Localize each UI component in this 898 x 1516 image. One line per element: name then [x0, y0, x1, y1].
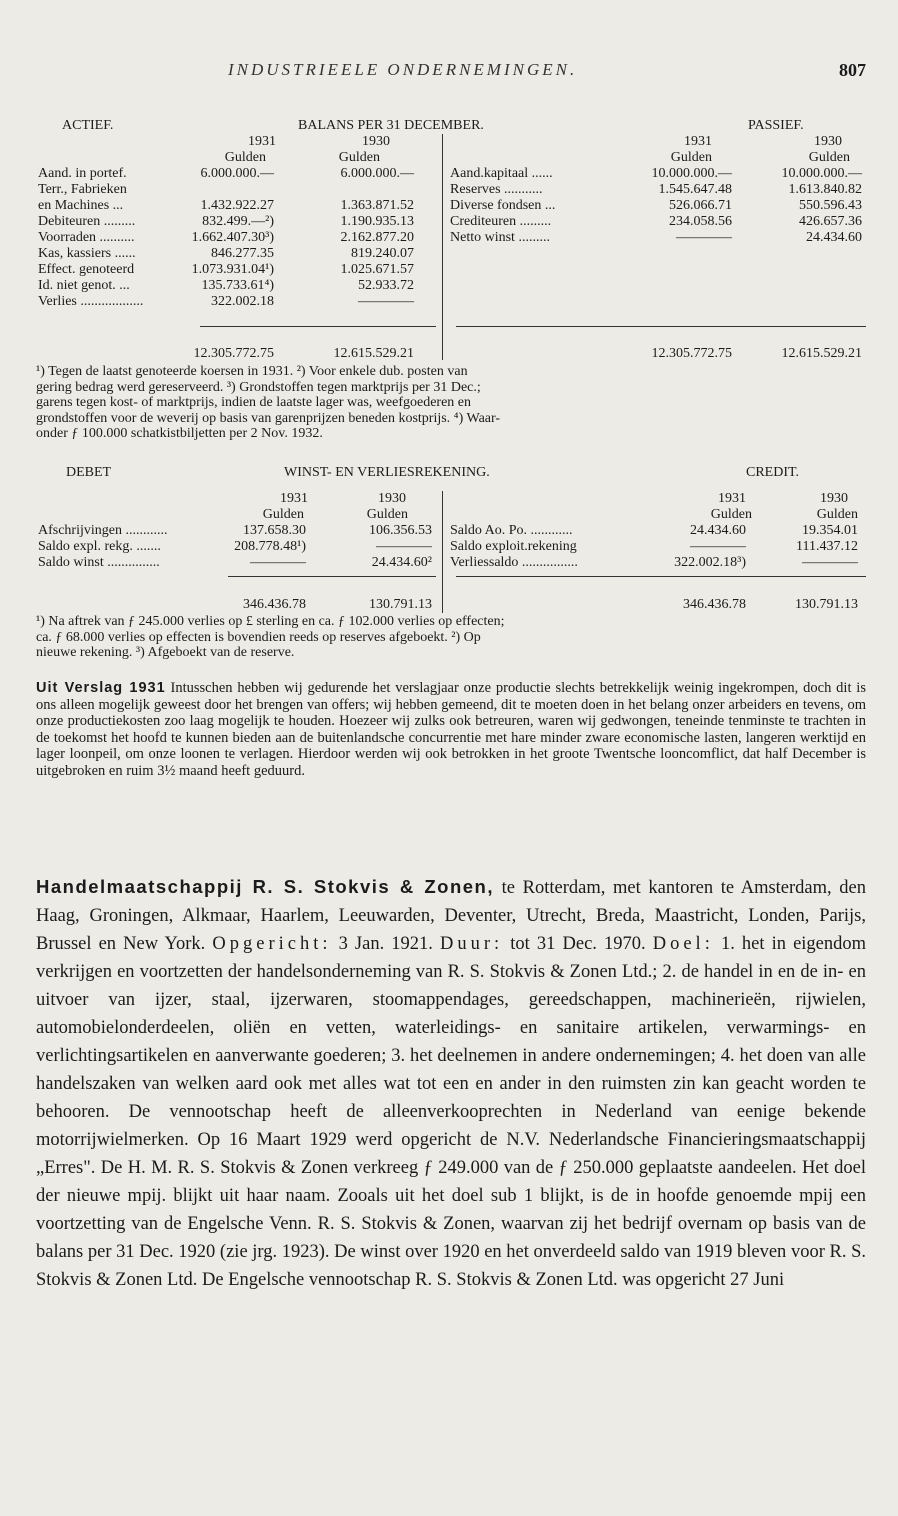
row-label: Verliessaldo ................ — [450, 555, 578, 570]
section-title: INDUSTRIEELE ONDERNEMINGEN. — [228, 60, 578, 79]
footnote-line: gering bedrag werd gereserveerd. ³) Grondstoffen tegen marktprijs per 31 Dec.; — [36, 379, 481, 395]
row-label: Diverse fondsen ... — [450, 198, 556, 213]
row-label: Kas, kassiers ...... — [38, 246, 136, 261]
unit-label: Gulden — [808, 150, 850, 165]
company-intro: te Rotterdam, met kantoren te Amsterdam, den Haag, Groningen, Alkmaar, Haarlem, Leeuwarden, Deventer, Utrecht, Breda, Maastricht, Londen, Parijs, Brussel en New York. — [36, 878, 867, 954]
report-text: Intusschen hebben wij gedurende het verslagjaar onze productie slechts betrekkelijk weinig ingekrompen, doch dit is ons alleen mogelijk geweest door het brengen van offers; wij hebben gemeend, dit te moeten doen in het belang onzer arbeiders en tevens, om onze productiekosten zoo laag mogelijk te houden. Hoezeer wij zulks ook betreuren, waren wij gedwongen, teneinde tenminste te trachten in de toekomst het hoofd te kunnen bieden aan de buitenlandsche concurrentie met hare minder zware economische lasten, langeren werktijd en lager loonpeil, om onze loonen te verlagen. Hierdoor werden wij ook betrokken in het groote Twentsche looncomflict, dat half December is uitgebroken en ruim 3½ maand heeft geduurd. — [36, 680, 866, 779]
row-label: Effect. genoteerd — [38, 262, 135, 277]
debit-heading: DEBET — [66, 465, 112, 480]
year-1931: 1931 — [684, 134, 712, 149]
unit-label: Gulden — [224, 150, 266, 165]
value-1930: 2.162.877.20 — [340, 230, 414, 245]
value-1931: ———— — [676, 230, 732, 245]
value-1931: 10.000.000.— — [651, 166, 732, 181]
liabilities-heading: PASSIEF. — [748, 118, 804, 133]
total-1931: 12.305.772.75 — [651, 346, 732, 361]
value-1931: 832.499.—²) — [202, 214, 274, 229]
value-1930: 1.190.935.13 — [340, 214, 414, 229]
founded-label: Opgericht: — [212, 934, 332, 954]
purpose-label: Doel: — [652, 934, 714, 954]
total-1930: 12.615.529.21 — [781, 346, 862, 361]
assets-heading: ACTIEF. — [62, 118, 114, 133]
value-1930: 6.000.000.— — [340, 166, 414, 181]
row-label: Saldo exploit.rekening — [450, 539, 577, 554]
value-1931: 322.002.18 — [211, 294, 274, 309]
value-1931: ———— — [250, 555, 306, 570]
value-1931: 6.000.000.— — [200, 166, 274, 181]
balance-footnotes — [36, 364, 866, 442]
unit-label: Gulden — [670, 150, 712, 165]
row-label: Crediteuren ......... — [450, 214, 552, 229]
value-1930: 426.657.36 — [799, 214, 862, 229]
value-1931: 1.545.647.48 — [658, 182, 732, 197]
value-1930: ———— — [802, 555, 858, 570]
row-label: Id. niet genot. ... — [38, 278, 130, 293]
value-1931: 135.733.61⁴) — [201, 278, 274, 293]
value-1931: 24.434.60 — [690, 523, 746, 538]
value-1931: 322.002.18³) — [674, 555, 746, 570]
row-label: Voorraden .......... — [38, 230, 135, 245]
total-rule — [456, 326, 866, 327]
value-1930: 1.363.871.52 — [340, 198, 414, 213]
row-label: Saldo expl. rekg. ....... — [38, 539, 161, 554]
unit-label: Gulden — [338, 150, 380, 165]
year-1931: 1931 — [718, 491, 746, 506]
total-1931: 12.305.772.75 — [193, 346, 274, 361]
value-1931: 137.658.30 — [243, 523, 306, 538]
total-rule — [200, 326, 436, 327]
year-1931: 1931 — [280, 491, 308, 506]
page-number: 807 — [839, 60, 866, 80]
value-1931: 234.058.56 — [669, 214, 732, 229]
footnote-line: garens tegen kost- of marktprijs, indien de laatste lager was, weefgoederen en — [36, 395, 471, 411]
value-1930: ———— — [358, 294, 414, 309]
company-entry — [36, 873, 866, 1294]
total-1930: 130.791.13 — [795, 597, 858, 612]
row-label: Saldo Ao. Po. ............ — [450, 523, 573, 538]
footnote-line: ¹) Na aftrek van ƒ 245.000 verlies op £ sterling en ca. ƒ 102.000 verlies op effecten; — [36, 614, 505, 629]
value-1930: 52.933.72 — [358, 278, 414, 293]
founded-value: 3 Jan. 1921. — [338, 934, 433, 954]
row-label: Debiteuren ......... — [38, 214, 136, 229]
balance-heading: BALANS PER 31 DECEMBER. — [298, 118, 484, 133]
unit-label: Gulden — [816, 507, 858, 522]
value-1931: 1.662.407.30³) — [191, 230, 274, 245]
footnote-line: grondstoffen voor de weverij op basis van garenprijzen beneden kostprijs. ⁴) Waar- — [36, 410, 501, 426]
year-1930: 1930 — [362, 134, 390, 149]
row-label: Reserves ........... — [450, 182, 543, 197]
company-body: 1. het in eigendom verkrijgen en voortzetten der handelsonderneming van R. S. Stokvis & Zonen Ltd.; 2. de handel in en de in- en uitvoer van ijzer, staal, ijzerwaren, stoomappendages, gereedschappen, machinerieën, rijwielen, automobielonderdeelen, oliën en vetten, waterleidings- en sanitaire artikelen, verwarmings- en verlichtingsartikelen en aanverwante goederen; 3. het deelnemen in andere ondernemingen; 4. het doen van alle handelszaken van welken aard ook met alles wat tot een en ander in den ruimsten zin kan geacht worden te behooren. De vennootschap heeft de alleenverkooprechten in Nederland van eenige bekende motorrijwielmerken. Op 16 Maart 1929 werd opgericht de N.V. Nederlandsche Financieringsmaatschappij „Erres". De H. M. R. S. Stokvis & Zonen verkreeg ƒ 249.000 van de ƒ 250.000 geplaatste aandeelen. Het doel der nieuwe mpij. blijkt uit haar naam. Zooals uit het doel sub 1 blijkt, is de in hoofde genoemde mpij een voortzetting van de Engelsche Venn. R. S. Stokvis & Zonen, waarvan zij het bedrijf overnam op basis van de balans per 31 Dec. 1920 (zie jrg. 1923). De winst over 1920 en het onverdeeld saldo van 1919 bleven voor R. S. Stokvis & Zonen Ltd. De Engelsche vennootschap R. S. Stokvis & Zonen Ltd. was opgericht 27 Juni — [36, 934, 867, 1290]
value-1930: 1.613.840.82 — [788, 182, 862, 197]
running-header — [0, 60, 898, 86]
year-1930: 1930 — [378, 491, 406, 506]
footnote-line: nieuwe rekening. ³) Afgeboekt van de reserve. — [36, 645, 295, 661]
value-1931: 1.432.922.27 — [200, 198, 274, 213]
total-1930: 12.615.529.21 — [333, 346, 414, 361]
value-1930: ———— — [376, 539, 432, 554]
value-1930: 10.000.000.— — [781, 166, 862, 181]
total-rule — [228, 576, 436, 577]
credit-heading: CREDIT. — [746, 465, 800, 480]
pl-footnotes — [36, 614, 866, 661]
value-1930: 550.596.43 — [799, 198, 862, 213]
row-label: Afschrijvingen ............ — [38, 523, 168, 538]
duration-value: tot 31 Dec. 1970. — [510, 934, 646, 954]
year-1931: 1931 — [248, 134, 276, 149]
value-1931: 1.073.931.04¹) — [191, 262, 274, 277]
footnote-line: onder ƒ 100.000 schatkistbiljetten per 2 Nov. 1932. — [36, 426, 323, 442]
row-label: Verlies .................. — [38, 294, 144, 309]
value-1931: 526.066.71 — [669, 198, 732, 213]
value-1930: 24.434.60² — [371, 555, 432, 570]
row-label: en Machines ... — [38, 198, 124, 213]
row-label: Terr., Fabrieken — [38, 182, 127, 197]
footnote-line: ¹) Tegen de laatst genoteerde koersen in 1931. ²) Voor enkele dub. posten van — [36, 364, 468, 379]
value-1930: 24.434.60 — [806, 230, 862, 245]
column-divider — [442, 491, 443, 613]
row-label: Aand. in portef. — [38, 166, 127, 181]
report-label: Uit Verslag 1931 — [36, 680, 166, 696]
value-1931: 846.277.35 — [211, 246, 274, 261]
total-1931: 346.436.78 — [683, 597, 746, 612]
value-1930: 19.354.01 — [802, 523, 858, 538]
duration-label: Duur: — [440, 934, 504, 954]
row-label: Netto winst ......... — [450, 230, 550, 245]
year-1930: 1930 — [820, 491, 848, 506]
annual-report-excerpt — [36, 680, 866, 779]
unit-label: Gulden — [262, 507, 304, 522]
value-1931: ———— — [690, 539, 746, 554]
column-divider — [442, 134, 443, 360]
value-1931: 208.778.48¹) — [234, 539, 306, 554]
value-1930: 819.240.07 — [351, 246, 414, 261]
total-rule — [456, 576, 866, 577]
row-label: Aand.kapitaal ...... — [450, 166, 553, 181]
unit-label: Gulden — [710, 507, 752, 522]
footnote-line: ca. ƒ 68.000 verlies op effecten is bovendien reeds op reserves afgeboekt. ²) Op — [36, 629, 481, 645]
value-1930: 106.356.53 — [369, 523, 432, 538]
pl-heading: WINST- EN VERLIESREKENING. — [284, 465, 490, 480]
company-name: Handelmaatschappij R. S. Stokvis & Zonen, — [36, 876, 494, 897]
value-1930: 111.437.12 — [796, 539, 858, 554]
total-1931: 346.436.78 — [243, 597, 306, 612]
total-1930: 130.791.13 — [369, 597, 432, 612]
unit-label: Gulden — [366, 507, 408, 522]
year-1930: 1930 — [814, 134, 842, 149]
row-label: Saldo winst ............... — [38, 555, 160, 570]
value-1930: 1.025.671.57 — [340, 262, 414, 277]
